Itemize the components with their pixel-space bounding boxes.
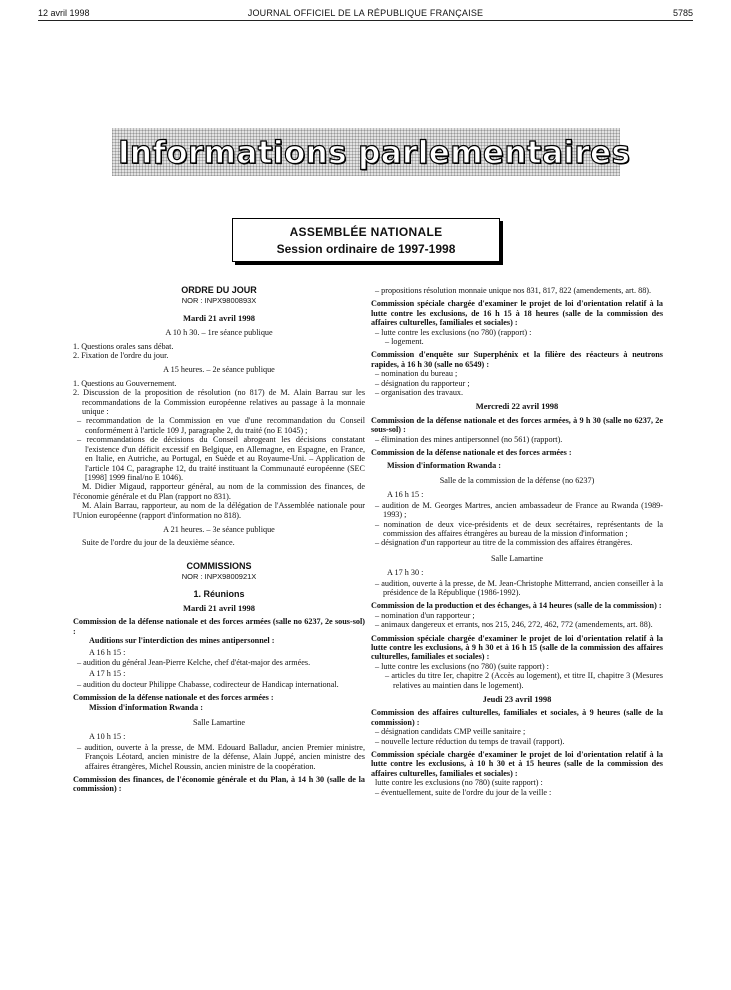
assembly-box [232, 218, 500, 262]
commission-heading: Commission de la défense nationale et des forces armées : [73, 693, 274, 703]
agenda-subitem: – propositions résolution monnaie unique nos 831, 817, 822 (amendements, art. 88). [375, 286, 652, 295]
commission-heading: Commission d'enquête sur Superphénix et la filière des réacteurs à neutrons rapides, à 16 h 30 (salle no 6549) : [371, 350, 663, 369]
page-number: 5785 [672, 8, 693, 18]
room-label: Salle de la commission de la défense (no 6237) [439, 475, 595, 485]
time-label: A 16 h 15 : [387, 490, 424, 500]
rapporteur-note: M. Didier Migaud, rapporteur général, au nom de la commission des finances, de l'économie générale et du Plan (rapport no 831). [73, 482, 365, 501]
seance-heading: A 21 heures. – 3e séance publique [163, 524, 275, 534]
agenda-subitem: lutte contre les exclusions (no 780) (suite rapport) : [375, 778, 543, 788]
agenda-subitem: – audition, ouverte à la presse, de M. Jean-Christophe Mitterrand, ancien conseiller à la présidence de la République (1986-1992). [375, 578, 663, 597]
ordre-du-jour-title: ORDRE DU JOUR [181, 285, 257, 295]
commission-heading: Commission spéciale chargée d'examiner le projet de loi d'orientation relatif à la lutte contre les exclusions, à 9 h 30 et à 16 h 15 (salle de la commission des affaires culturelles, familiales et sociales) : [371, 633, 663, 662]
section-banner-title: Informations parlementaires [118, 135, 631, 171]
agenda-subitem: – audition du docteur Philippe Chabasse, codirecteur de Handicap international. [77, 679, 339, 689]
agenda-subitem: – audition, ouverte à la presse, de MM. Edouard Balladur, ancien Premier ministre, François Léotard, ancien ministre de la défense, Alain Juppé, ancien ministre des affaires étrangères, Michel Roussin, ancien ministre de la coopération. [77, 742, 365, 771]
right-column [371, 286, 663, 797]
agenda-subitem: – audition de M. Georges Martres, ancien ambassadeur de France au Rwanda (1989-1993) ; [375, 500, 663, 520]
session-title: Session ordinaire de 1997-1998 [276, 242, 456, 256]
agenda-subitem: – logement. [385, 337, 424, 347]
agenda-item: 2. Fixation de l'ordre du jour. [73, 351, 169, 361]
commission-heading: Commission de la défense nationale et des forces armées (salle no 6237, 2e sous-sol) : [73, 617, 365, 636]
time-label: A 16 h 15 : [89, 647, 126, 657]
seance-heading: A 10 h 30. – 1re séance publique [165, 328, 273, 338]
date-heading: Mercredi 22 avril 1998 [475, 401, 559, 412]
seance-heading: A 15 heures. – 2e séance publique [163, 365, 275, 375]
agenda-subitem: – organisation des travaux. [375, 388, 464, 398]
agenda-subitem: – désignation d'un rapporteur au titre de la commission des affaires étrangères. [375, 538, 633, 548]
commission-heading: Commission de la défense nationale et des forces armées : [371, 448, 572, 458]
agenda-subitem: – éventuellement, suite de l'ordre du jour de la veille : [375, 787, 552, 797]
commission-heading: Commission des affaires culturelles, familiales et sociales, à 9 heures (salle de la commission) : [371, 708, 663, 727]
journal-title: JOURNAL OFFICIEL DE LA RÉPUBLIQUE FRANÇAISE [247, 8, 484, 18]
reunions-heading: 1. Réunions [193, 588, 245, 599]
commission-heading: Commission des finances, de l'économie générale et du Plan, à 14 h 30 (salle de la commission) : [73, 775, 365, 794]
agenda-text: Suite de l'ordre du jour de la deuxième séance. [82, 538, 235, 548]
agenda-subitem: – recommandation de la Commission en vue d'une recommandation du Conseil conformément à l'article 109 J, paragraphe 2, du traité (no E 1045) ; [77, 416, 365, 435]
commission-heading: Commission spéciale chargée d'examiner le projet de loi d'orientation relatif à la lutte contre les exclusions, de 16 h 15 à 18 heures (salle de la commission des affaires culturelles, familiales et sociales) : [371, 299, 663, 328]
agenda-subitem: – animaux dangereux et errants, nos 215, 246, 272, 462, 772 (amendements, art. 88). [375, 620, 653, 630]
rapporteur-note: M. Alain Barrau, rapporteur, au nom de la délégation de l'Assemblée nationale pour l'Union européenne (rapport d'information no 818). [73, 501, 365, 520]
room-label: Salle Lamartine [192, 718, 246, 728]
agenda-subitem: – nouvelle lecture réduction du temps de travail (rapport). [375, 736, 565, 746]
commission-heading: Commission de la production et des échanges, à 14 heures (salle de la commission) : [371, 601, 662, 611]
running-header [38, 8, 693, 28]
nor-reference: NOR : INPX9800921X [181, 572, 257, 582]
commission-subheading: Mission d'information Rwanda : [387, 460, 501, 470]
agenda-subitem: – nomination de deux vice-présidents et de deux secrétaires, représentants de la commission des affaires étrangères au bureau de la mission d'information ; [375, 519, 663, 538]
agenda-subitem: – élimination des mines antipersonnel (no 561) (rapport). [375, 434, 563, 444]
time-label: A 17 h 15 : [89, 669, 126, 679]
agenda-subitem: – audition du général Jean-Pierre Kelche, chef d'état-major des armées. [77, 658, 311, 667]
date-heading: Mardi 21 avril 1998 [182, 312, 255, 323]
commission-subheading: Auditions sur l'interdiction des mines antipersonnel : [89, 636, 275, 646]
agenda-item: 1. Questions orales sans débat. [73, 341, 174, 351]
issue-date: 12 avril 1998 [38, 8, 90, 18]
commission-heading: Commission spéciale chargée d'examiner le projet de loi d'orientation relatif à la lutte contre les exclusions, à 10 h 30 et à 15 heures (salle de la commission des affaires culturelles, familiales et sociales) : [371, 750, 663, 778]
agenda-subitem: – recommandations de décisions du Conseil abrogeant les décisions constatant l'existence d'un déficit excessif en Belgique, en Allemagne, en Espagne, en France, en Italie, en Autriche, au Portugal, en Suède et au Royaume-Uni. – Application de l'article 104 C, paragraphe 12, du traité instituant la Communauté européenne (SEC [1998] 1999 final/no E 1046). [77, 435, 365, 482]
header-rule [38, 20, 693, 21]
agenda-subitem: – lutte contre les exclusions (no 780) (suite rapport) : [375, 661, 549, 671]
time-label: A 17 h 30 : [387, 568, 424, 578]
date-heading: Jeudi 23 avril 1998 [482, 694, 552, 705]
commissions-title: COMMISSIONS [186, 560, 252, 571]
assembly-title: ASSEMBLÉE NATIONALE [289, 225, 443, 239]
agenda-item: 2. Discussion de la proposition de résolution (no 817) de M. Alain Barrau sur les recommandations de la Commission européenne relatives au passage à la monnaie unique : [73, 388, 365, 417]
agenda-subitem: – désignation candidats CMP veille sanitaire ; [375, 727, 526, 737]
agenda-item: 1. Questions au Gouvernement. [73, 378, 177, 388]
time-label: A 10 h 15 : [89, 732, 126, 742]
agenda-subitem: – désignation du rapporteur ; [375, 378, 470, 388]
room-label: Salle Lamartine [490, 553, 544, 563]
agenda-subitem: – nomination d'un rapporteur ; [375, 610, 475, 620]
agenda-subitem: – lutte contre les exclusions (no 780) (rapport) : [375, 327, 532, 337]
commission-subheading: Mission d'information Rwanda : [89, 702, 203, 712]
agenda-subitem: – articles du titre Ier, chapitre 2 (Accès au logement), et titre II, chapitre 3 (Mesures relatives au maintien dans le logement). [385, 671, 663, 690]
commission-heading: Commission de la défense nationale et des forces armées, à 9 h 30 (salle no 6237, 2e sous-sol) : [371, 415, 663, 435]
left-column [73, 286, 365, 794]
nor-reference: NOR : INPX9800893X [181, 296, 257, 306]
agenda-subitem: – nomination du bureau ; [375, 369, 458, 379]
date-heading: Mardi 21 avril 1998 [182, 602, 255, 613]
